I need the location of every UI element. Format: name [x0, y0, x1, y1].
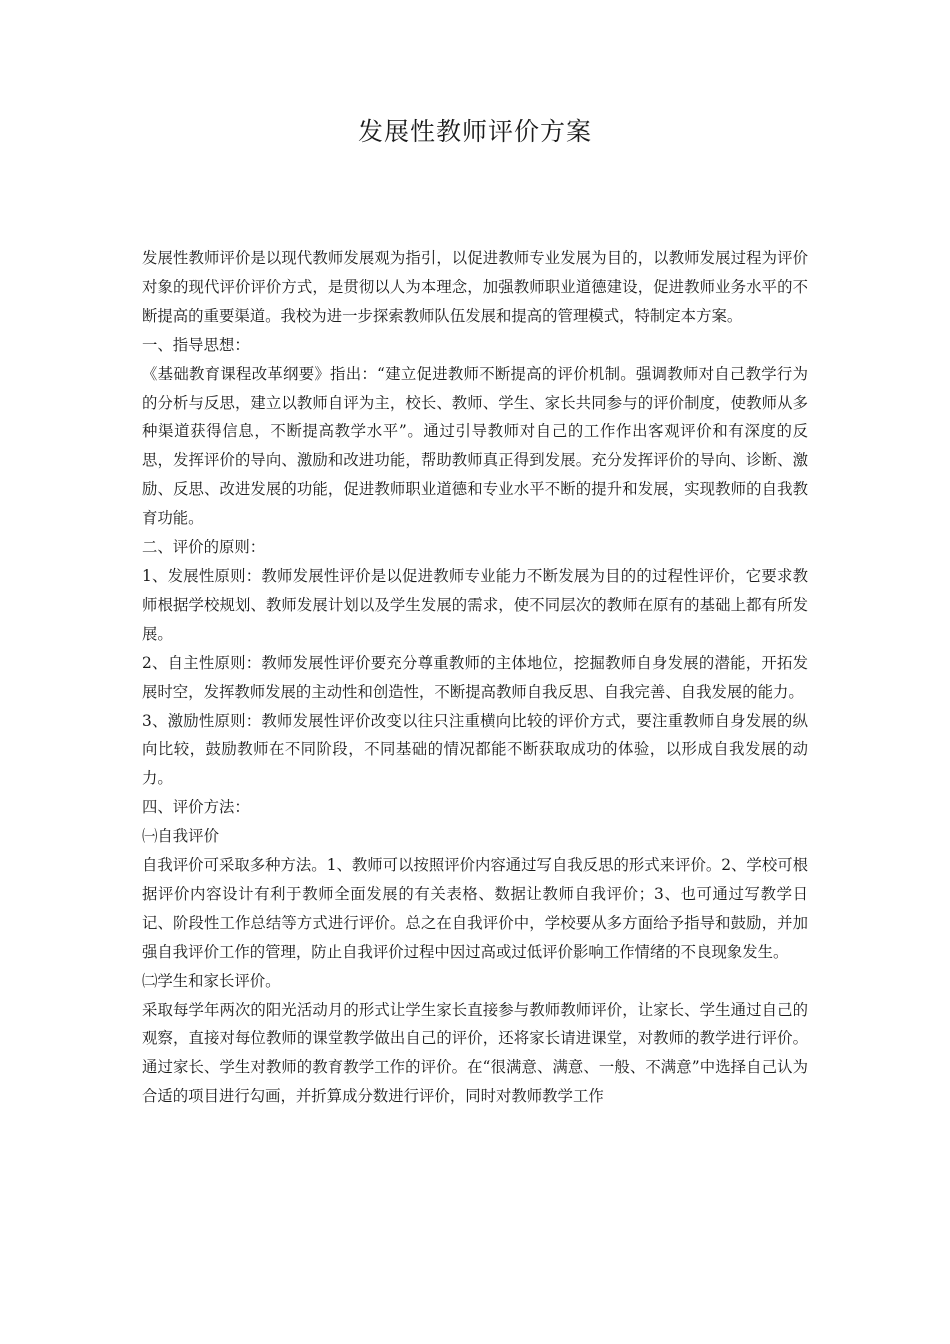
principle-development-paragraph: 1、发展性原则：教师发展性评价是以促进教师专业能力不断发展为目的的过程性评价，它要求教师根据学校规划、教师发展计划以及学生发展的需求，使不同层次的教师在原有的基础上都有所发展。: [142, 566, 808, 643]
principle-autonomy-paragraph: 2、自主性原则：教师发展性评价要充分尊重教师的主体地位，挖掘教师自身发展的潜能，开拓发展时空，发挥教师发展的主动性和创造性，不断提高教师自我反思、自我完善、自我发展的能力。: [142, 653, 808, 701]
principle-incentive-paragraph: 3、激励性原则：教师发展性评价改变以往只注重横向比较的评价方式，要注重教师自身发展的纵向比较，鼓励教师在不同阶段，不同基础的情况都能不断获取成功的体验，以形成自我发展的动力。: [142, 711, 808, 788]
document-body: [142, 244, 808, 1111]
section-heading-guiding-ideology: 一、指导思想：: [142, 335, 250, 354]
guiding-ideology-paragraph: 《基础教育课程改革纲要》指出：“建立促进教师不断提高的评价机制。强调教师对自己教学行为的分析与反思，建立以教师自评为主，校长、教师、学生、家长共同参与的评价制度，使教师从多种渠道获得信息，不断提高教学水平”。通过引导教师对自己的工作作出客观评价和有深度的反思，发挥评价的导向、激励和改进功能，帮助教师真正得到发展。充分发挥评价的导向、诊断、激励、反思、改进发展的功能，促进教师职业道德和专业水平不断的提升和发展，实现教师的自我教育功能。: [142, 364, 808, 528]
self-evaluation-paragraph: 自我评价可采取多种方法。1、教师可以按照评价内容通过写自我反思的形式来评价。2、学校可根据评价内容设计有利于教师全面发展的有关表格、数据让教师自我评价；3、也可通过写教学日记、阶段性工作总结等方式进行评价。总之在自我评价中，学校要从多方面给予指导和鼓励，并加强自我评价工作的管理，防止自我评价过程中因过高或过低评价影响工作情绪的不良现象发生。: [142, 856, 808, 961]
subheading-student-parent-evaluation: ㈡学生和家长评价。: [142, 971, 281, 990]
section-heading-methods: 四、评价方法：: [142, 798, 250, 817]
intro-paragraph: 发展性教师评价是以现代教师发展观为指引，以促进教师专业发展为目的，以教师发展过程为评价对象的现代评价评价方式，是贯彻以人为本理念，加强教师职业道德建设，促进教师业务水平的不断提高的重要渠道。我校为进一步探索教师队伍发展和提高的管理模式，特制定本方案。: [142, 249, 808, 325]
document-title: 发展性教师评价方案: [357, 117, 592, 146]
section-heading-principles: 二、评价的原则：: [142, 538, 266, 557]
subheading-self-evaluation: ㈠自我评价: [142, 827, 219, 846]
student-parent-evaluation-paragraph: 采取每学年两次的阳光活动月的形式让学生家长直接参与教师教师评价，让家长、学生通过自己的观察，直接对每位教师的课堂教学做出自己的评价，还将家长请进课堂，对教师的教学进行评价。通过家长、学生对教师的教育教学工作的评价。在“很满意、满意、一般、不满意”中选择自己认为合适的项目进行勾画，并折算成分数进行评价，同时对教师教学工作: [142, 1000, 808, 1106]
